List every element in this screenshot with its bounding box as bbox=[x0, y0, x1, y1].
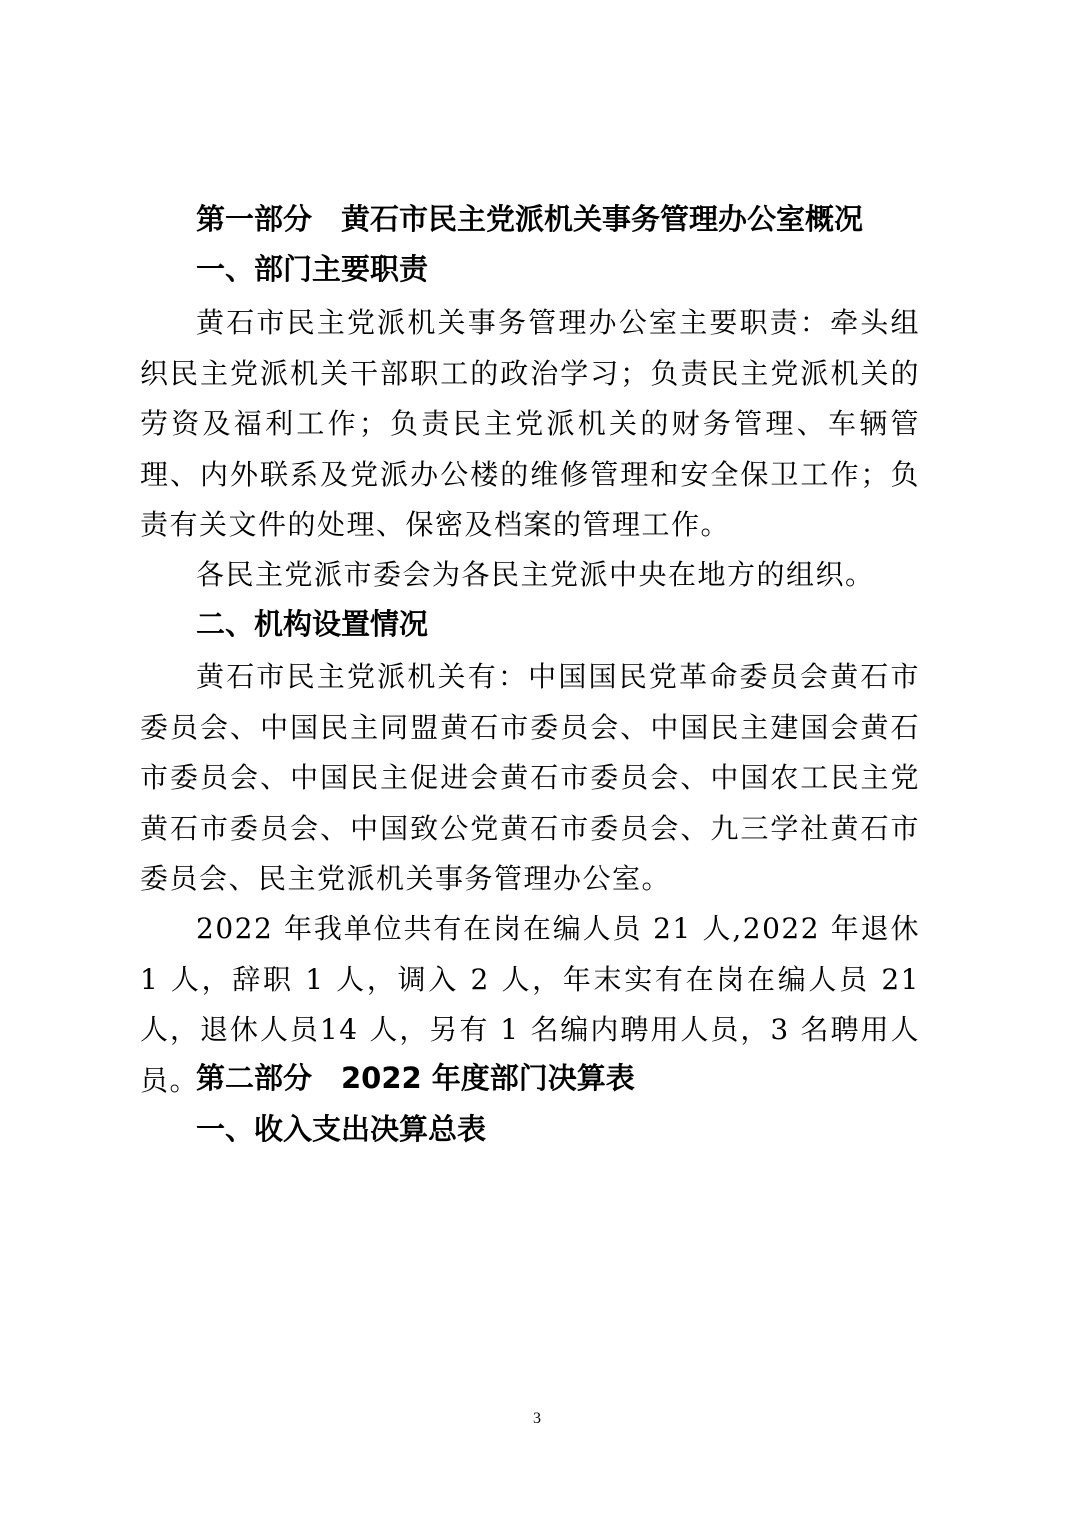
section-heading-structure: 二、机构设置情况 bbox=[196, 607, 429, 641]
section-heading-summary-table: 一、收入支出决算总表 bbox=[196, 1112, 487, 1146]
part2-title: 第二部分 2022 年度部门决算表 bbox=[196, 1061, 635, 1095]
paragraph-structure: 黄石市民主党派机关有：中国国民党革命委员会黄石市委员会、中国民主同盟黄石市委员会、中国民主建国会黄石市委员会、中国民主促进会黄石市委员会、中国农工民主党黄石市委员会、中国致公党黄石市委员会、九三学社黄石市委员会、民主党派机关事务管理办公室。 bbox=[140, 660, 920, 895]
section-heading-duties: 一、部门主要职责 bbox=[196, 252, 429, 286]
paragraph-organizations: 各民主党派市委会为各民主党派中央在地方的组织。 bbox=[196, 558, 875, 591]
paragraph-duties: 黄石市民主党派机关事务管理办公室主要职责：牵头组织民主党派机关干部职工的政治学习；负责民主党派机关的劳资及福利工作；负责民主党派机关的财务管理、车辆管理、内外联系及党派办公楼的维修管理和安全保卫工作；负责有关文件的处理、保密及档案的管理工作。 bbox=[140, 306, 920, 541]
page-number: 3 bbox=[533, 1410, 541, 1427]
paragraph-staffing: 2022 年我单位共有在岗在编人员 21 人,2022 年退休 1 人，辞职 1 人，调入 2 人，年末实有在岗在编人员 21 人，退休人员14 人，另有 1 名编内聘用人员，3 名聘用人员。 bbox=[140, 912, 920, 1097]
part1-title: 第一部分 黄石市民主党派机关事务管理办公室概况 bbox=[196, 202, 864, 236]
